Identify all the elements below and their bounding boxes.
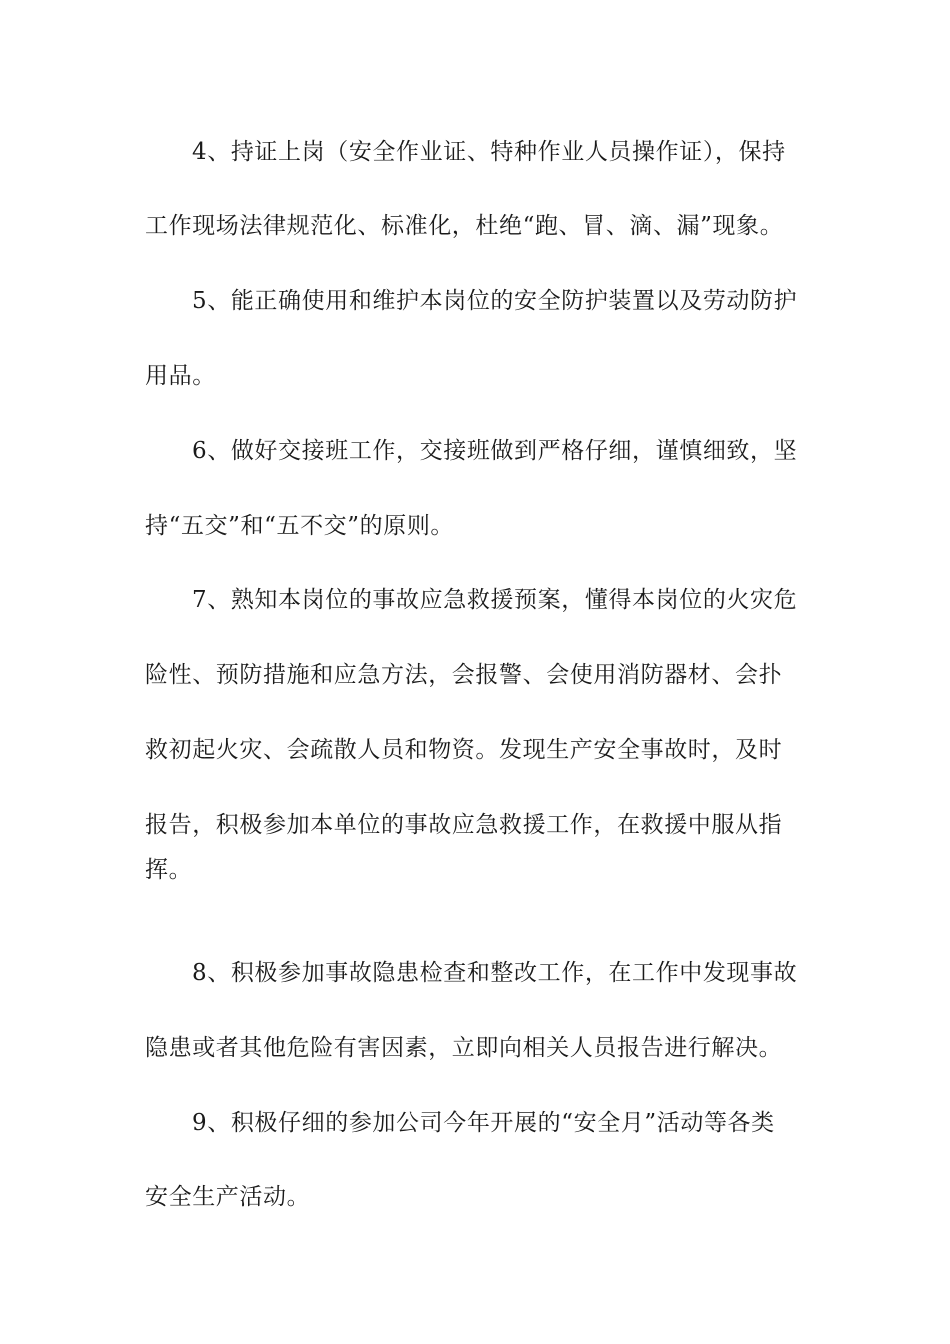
item-8-line-2: 隐患或者其他危险有害因素，立即向相关人员报告进行解决。: [145, 1035, 783, 1061]
item-6-line-2: 持“五交”和“五不交”的原则。: [145, 513, 455, 539]
item-9-line-2: 安全生产活动。: [145, 1184, 311, 1210]
item-6-line-1: 6、做好交接班工作，交接班做到严格仔细，谨慎细致，坚: [192, 438, 798, 464]
item-9-line-1: 9、积极仔细的参加公司今年开展的“安全月”活动等各类: [192, 1110, 775, 1136]
item-7-line-4: 报告，积极参加本单位的事故应急救援工作，在救援中服从指: [145, 812, 783, 838]
item-5-line-1: 5、能正确使用和维护本岗位的安全防护装置以及劳动防护: [192, 288, 798, 314]
item-4-line-2: 工作现场法律规范化、标准化，杜绝“跑、冒、滴、漏”现象。: [145, 213, 784, 239]
item-8-line-1: 8、积极参加事故隐患检查和整改工作，在工作中发现事故: [192, 960, 798, 986]
item-7-line-3: 救初起火灾、会疏散人员和物资。发现生产安全事故时，及时: [145, 737, 783, 763]
item-7-line-1: 7、熟知本岗位的事故应急救援预案，懂得本岗位的火灾危: [192, 587, 798, 613]
item-4-line-1: 4、持证上岗（安全作业证、特种作业人员操作证），保持: [192, 139, 786, 165]
item-7-line-5: 挥。: [145, 857, 193, 883]
item-5-line-2: 用品。: [145, 363, 216, 389]
item-7-line-2: 险性、预防措施和应急方法，会报警、会使用消防器材、会扑: [145, 662, 783, 688]
